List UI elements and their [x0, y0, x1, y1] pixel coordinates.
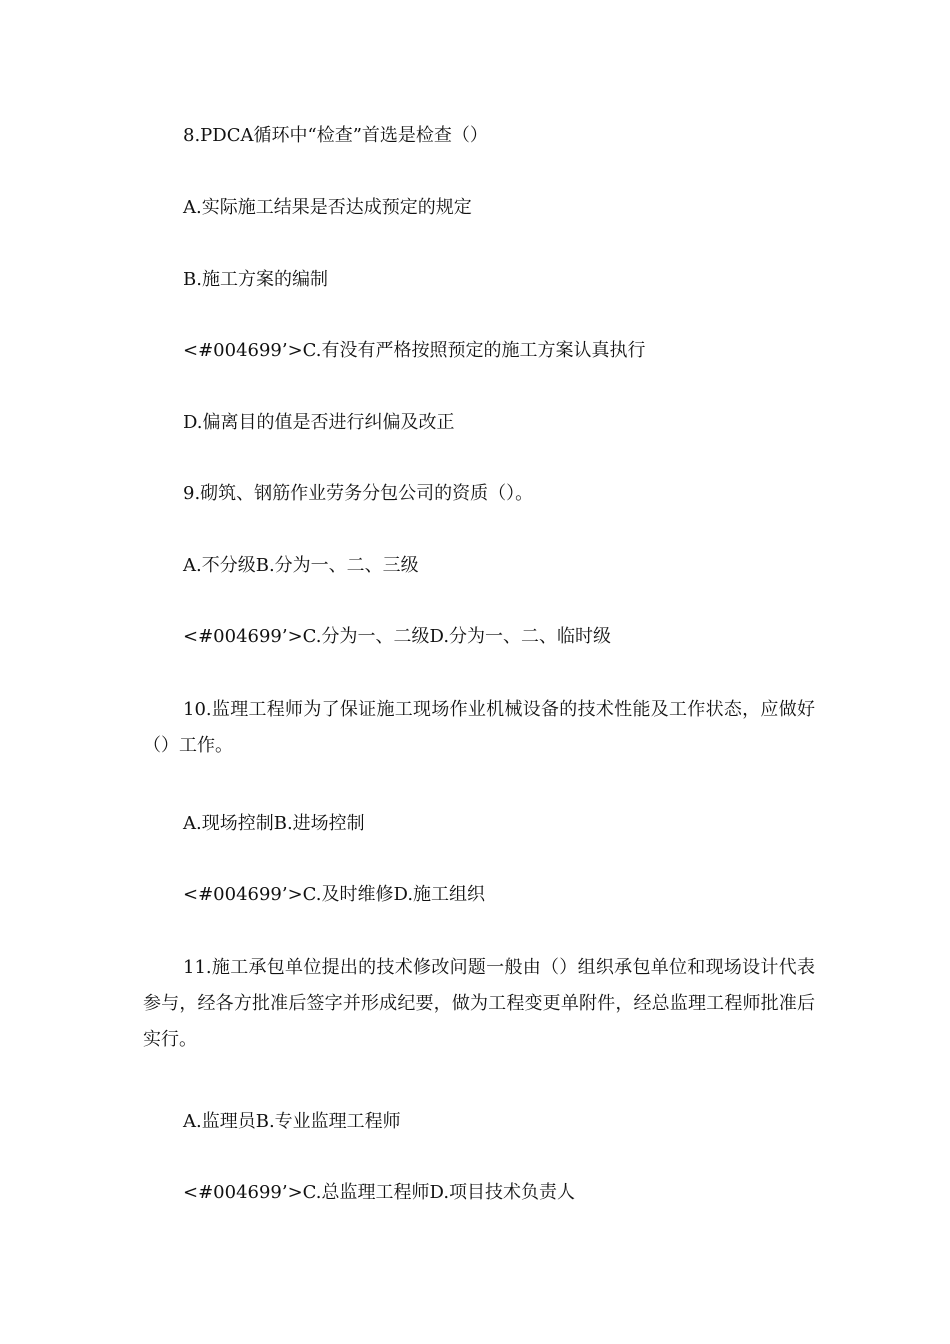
question-9-stem: 9.砌筑、钢筋作业劳务分包公司的资质（）。	[183, 483, 534, 504]
question-8-option-a: A.实际施工结果是否达成预定的规定	[183, 197, 472, 218]
question-10-options-ab: A.现场控制B.进场控制	[183, 813, 365, 834]
question-11-options-ab: A.监理员B.专业监理工程师	[183, 1111, 401, 1132]
question-8-option-d: D.偏离目的值是否进行纠偏及改正	[183, 412, 455, 433]
question-9-options-ab: A.不分级B.分为一、二、三级	[183, 555, 419, 576]
question-10-stem: 10.监理工程师为了保证施工现场作业机械设备的技术性能及工作状态，应做好（）工作。	[143, 699, 815, 756]
question-11-options-cd: <#004699’>C.总监理工程师D.项目技术负责人	[183, 1182, 576, 1203]
question-9-options-cd: <#004699’>C.分为一、二级D.分为一、二、临时级	[183, 626, 612, 647]
question-8-stem: 8.PDCA循环中“检查”首选是检查（）	[183, 125, 488, 146]
question-8-option-c: <#004699’>C.有没有严格按照预定的施工方案认真执行	[183, 340, 646, 361]
question-10-options-cd: <#004699’>C.及时维修D.施工组织	[183, 884, 486, 905]
question-8-option-b: B.施工方案的编制	[183, 269, 328, 290]
question-11-stem: 11.施工承包单位提出的技术修改问题一般由（）组织承包单位和现场设计代表参与，经各方批准后签字并形成纪要，做为工程变更单附件，经总监理工程师批准后实行。	[143, 957, 815, 1050]
